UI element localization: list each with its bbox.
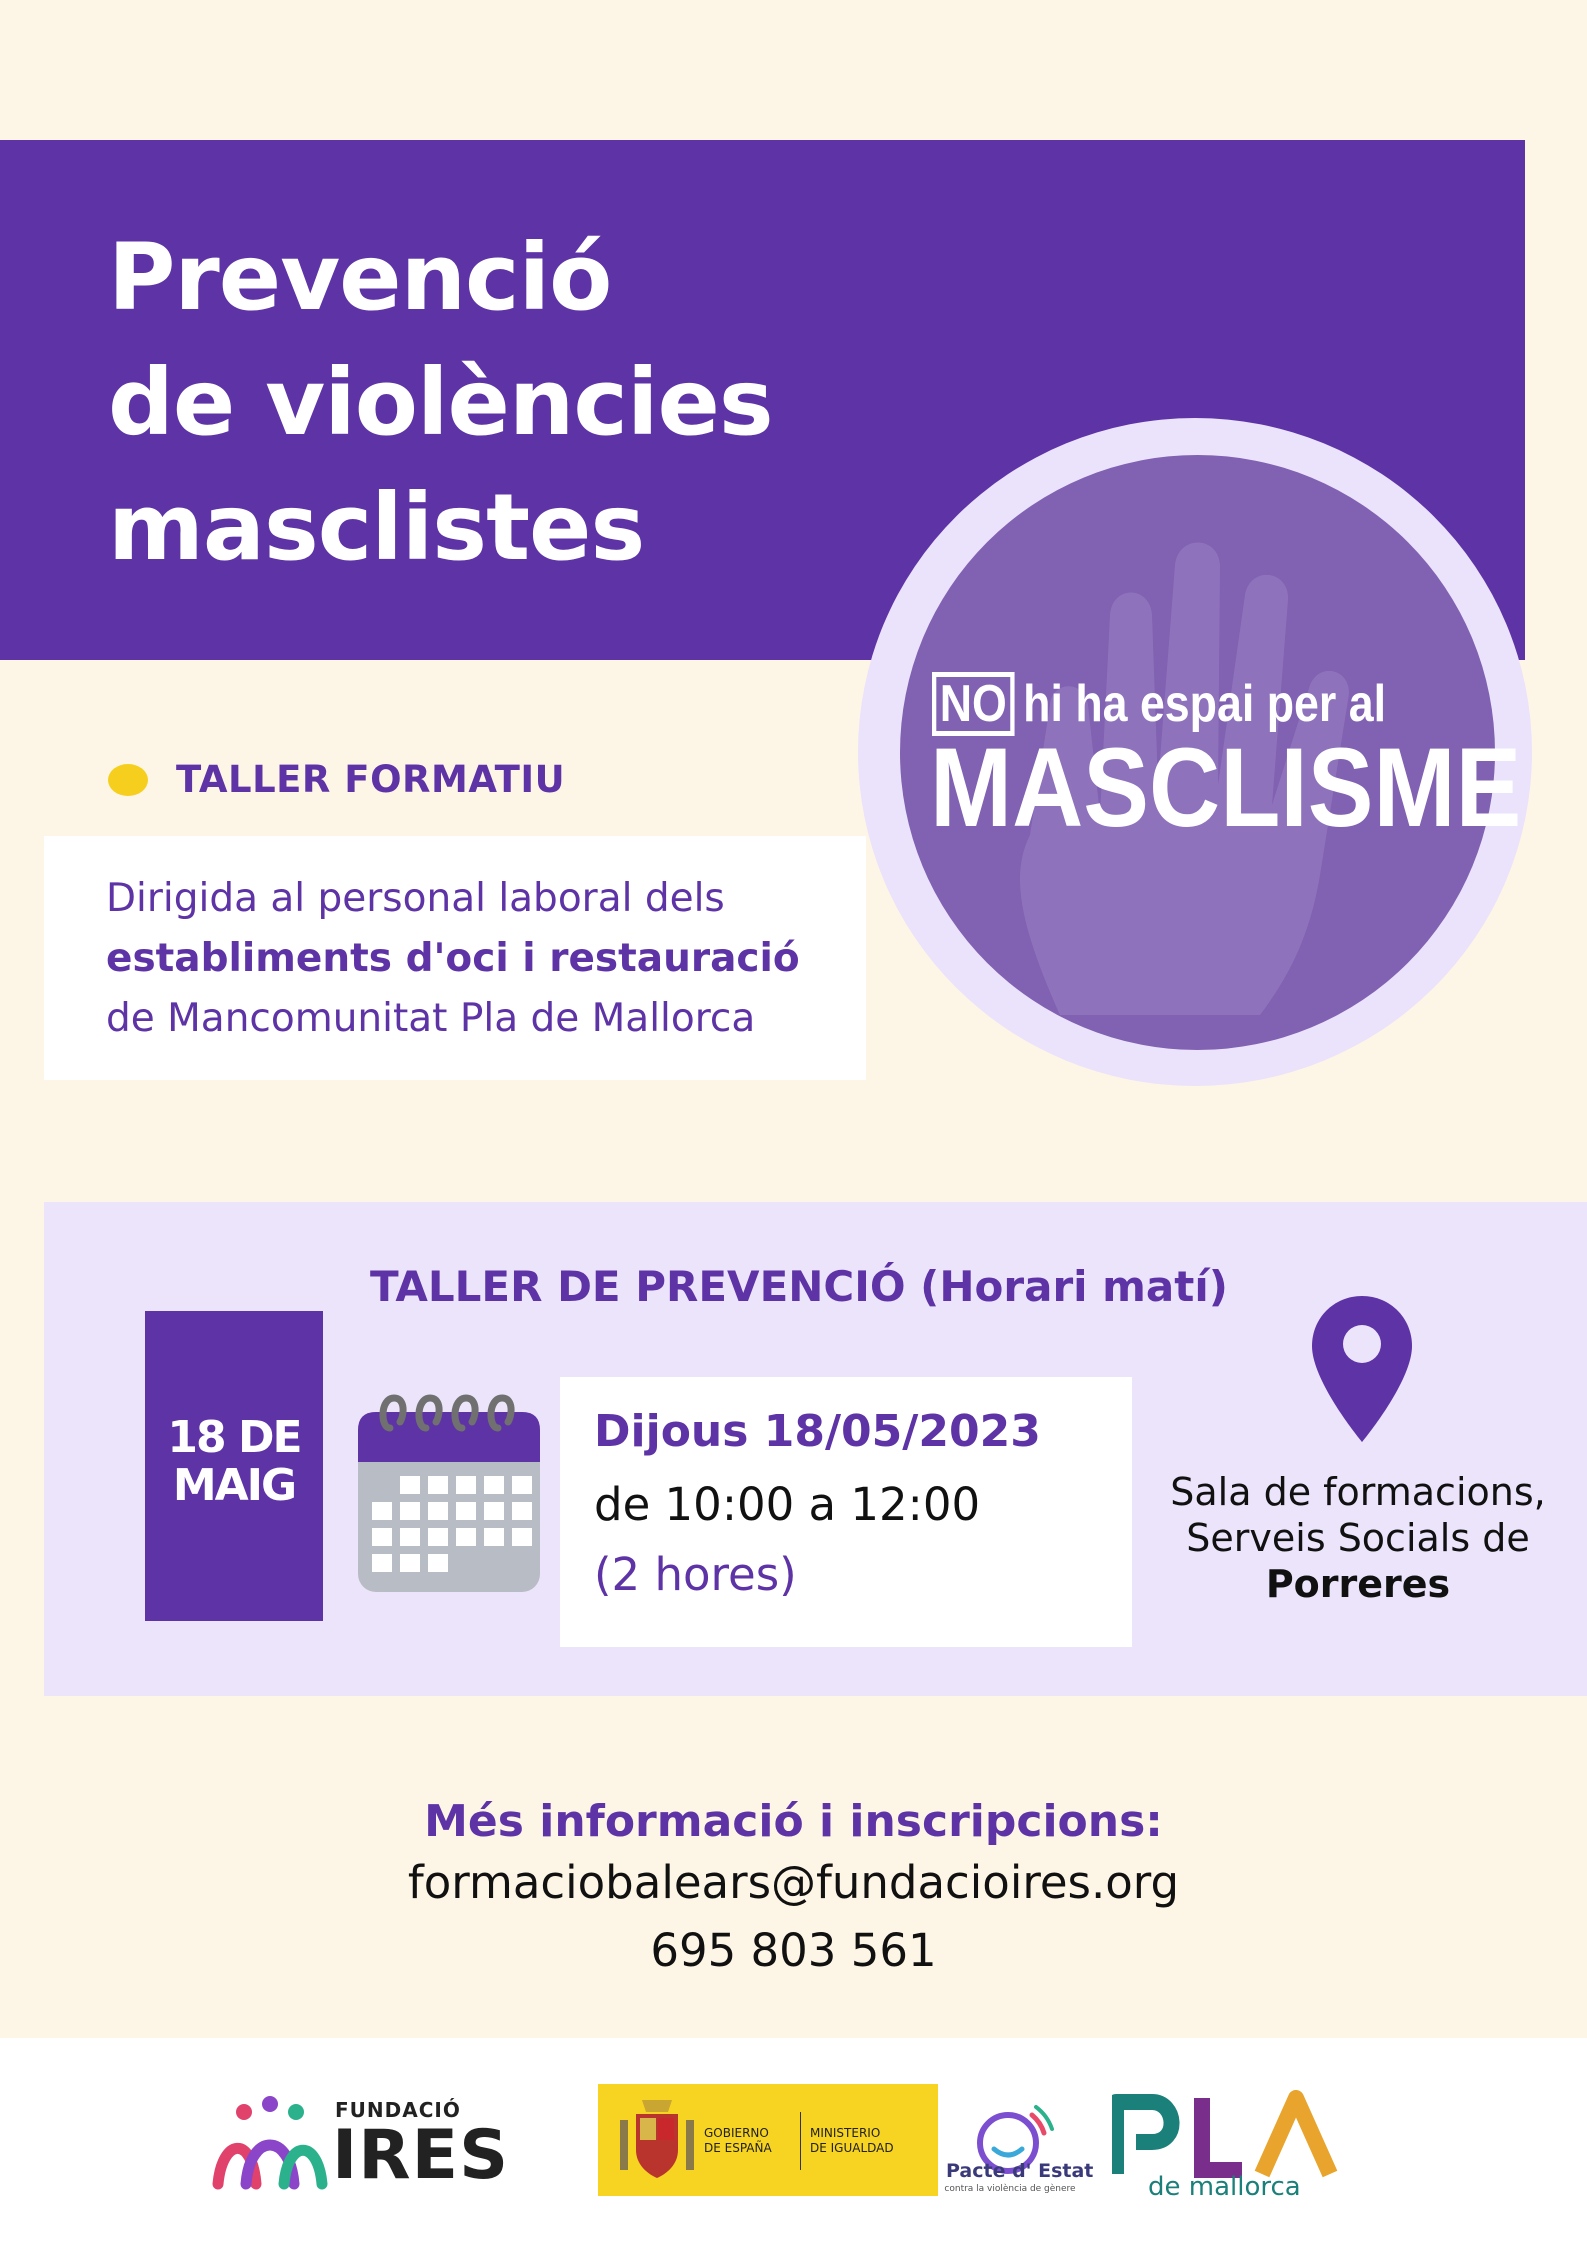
calendar-icon	[356, 1388, 542, 1594]
badge-line-2: MASCLISME	[930, 725, 1522, 850]
location-line-3: Porreres	[1265, 1562, 1451, 1606]
gov-divider	[800, 2112, 801, 2170]
gov-right-line-2: DE IGUALDAD	[810, 2141, 894, 2155]
location-pin-icon	[1310, 1294, 1414, 1444]
workshop-time: de 10:00 a 12:00	[594, 1478, 981, 1531]
workshop-duration: (2 hores)	[594, 1548, 797, 1601]
title-line-2: de violències	[108, 349, 773, 456]
gov-left-line-2: DE ESPAÑA	[704, 2141, 772, 2155]
bullet-dot-icon	[108, 764, 148, 796]
location-line-2: Serveis Socials de	[1186, 1516, 1530, 1560]
ires-name-text: IRES	[332, 2116, 510, 2195]
title-line-1: Prevenció	[108, 224, 612, 331]
location-line-1: Sala de formacions,	[1170, 1470, 1546, 1514]
audience-line-2: establiments d'oci i restauració	[106, 936, 800, 981]
pacte-name-text: Pacte d' Estat	[946, 2160, 1094, 2182]
badge-line-1-text: hi ha espai per al	[1023, 675, 1387, 733]
title-line-3: masclistes	[108, 474, 645, 581]
gov-left-line-1: GOBIERNO	[704, 2126, 769, 2140]
audience-box	[44, 836, 866, 1080]
date-line-1: 18 DE	[167, 1412, 301, 1463]
section-label: TALLER FORMATIU	[176, 758, 566, 801]
ires-fundacio-text: FUNDACIÓ	[335, 2098, 461, 2122]
pacte-sub-text: contra la violència de gènere	[944, 2184, 1076, 2194]
contact-phone[interactable]: 695 803 561	[650, 1924, 937, 1977]
audience-line-1: Dirigida al personal laboral dels	[106, 876, 725, 921]
pla-name-text: PLA	[1215, 2142, 1235, 2153]
pla-logo-icon	[1112, 2090, 1338, 2180]
gov-right-text	[810, 2126, 894, 2156]
date-line-2: MAIG	[172, 1460, 296, 1512]
date-label	[145, 1414, 323, 1511]
info-title: Més informació i inscripcions:	[424, 1796, 1163, 1847]
audience-line-3: de Mancomunitat Pla de Mallorca	[106, 996, 756, 1041]
badge-no: NO	[932, 672, 1015, 736]
workshop-day: Dijous 18/05/2023	[594, 1406, 1041, 1457]
contact-email[interactable]: formaciobalears@fundacioires.org	[407, 1856, 1180, 1909]
coat-of-arms-icon	[612, 2090, 702, 2190]
gov-right-line-1: MINISTERIO	[810, 2126, 881, 2140]
gov-left-text	[704, 2126, 772, 2156]
pla-sub-text: de mallorca	[1148, 2172, 1301, 2202]
workshop-title: TALLER DE PREVENCIÓ (Horari matí)	[370, 1262, 1228, 1311]
